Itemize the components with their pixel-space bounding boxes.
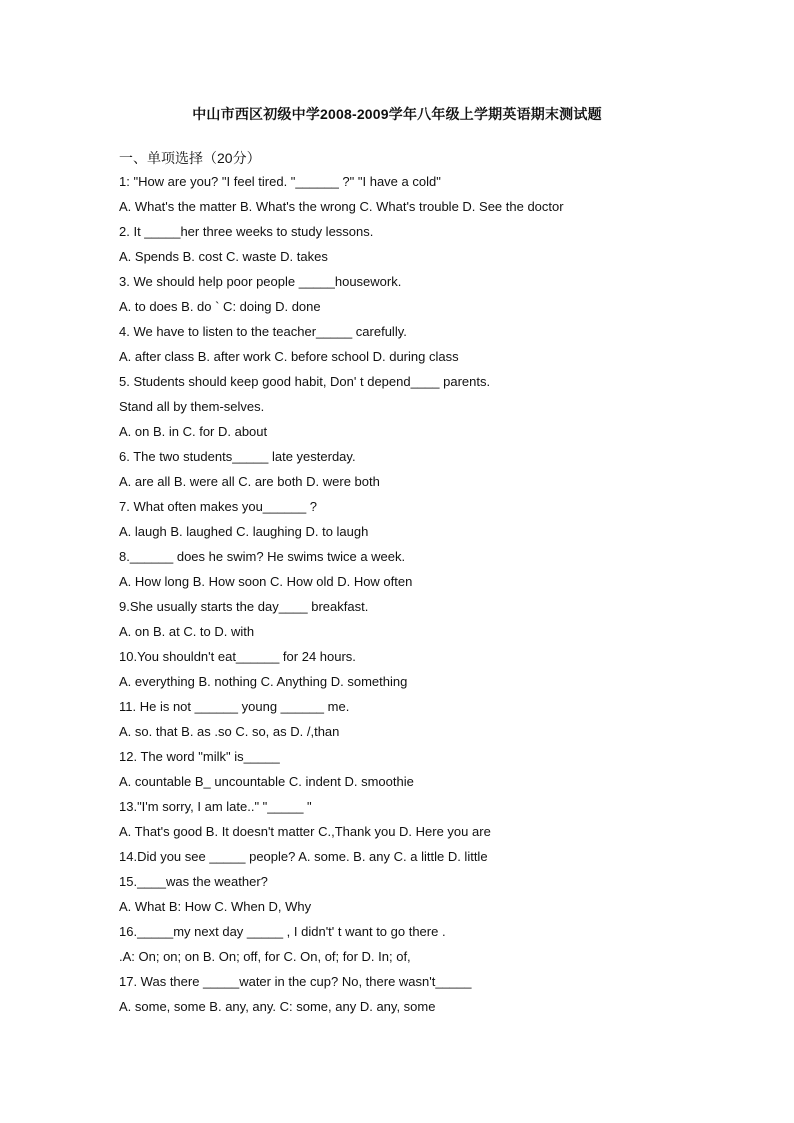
page-title: 中山市西区初级中学2008-2009学年八年级上学期英语期末测试题 xyxy=(192,106,602,122)
text-line: 16._____my next day _____ , I didn't' t want to go there . xyxy=(119,924,446,939)
text-line: .A: On; on; on B. On; off, for C. On, of; for D. In; of, xyxy=(119,949,411,964)
text-line: A. on B. in C. for D. about xyxy=(119,424,268,439)
text-line: 9.She usually starts the day____ breakfast. xyxy=(119,599,369,614)
text-line: A. after class B. after work C. before school D. during class xyxy=(119,349,459,364)
text-line: 17. Was there _____water in the cup? No, there wasn't_____ xyxy=(119,974,472,989)
text-line: 6. The two students_____ late yesterday. xyxy=(119,449,356,464)
text-line: A. Spends B. cost C. waste D. takes xyxy=(119,249,328,264)
text-line: A. are all B. were all C. are both D. were both xyxy=(119,474,380,489)
text-line: 11. He is not ______ young ______ me. xyxy=(119,699,350,714)
text-line: A. some, some B. any, any. C: some, any D. any, some xyxy=(119,999,436,1014)
text-line: 15.____was the weather? xyxy=(119,874,268,889)
text-line: 7. What often makes you______ ? xyxy=(119,499,318,514)
text-line: A. That's good B. It doesn't matter C.,Thank you D. Here you are xyxy=(119,824,491,839)
text-line: 4. We have to listen to the teacher_____ carefully. xyxy=(119,324,407,339)
question-list xyxy=(119,172,679,1022)
text-line: 8.______ does he swim? He swims twice a week. xyxy=(119,549,406,564)
text-line: A. What's the matter B. What's the wrong C. What's trouble D. See the doctor xyxy=(119,199,564,214)
text-line: 13."I'm sorry, I am late.." "_____ " xyxy=(119,799,312,814)
text-line: A. What B: How C. When D, Why xyxy=(119,899,312,914)
text-line: 1: "How are you? "I feel tired. "______ ?" "I have a cold" xyxy=(119,174,441,189)
text-line: 10.You shouldn't eat______ for 24 hours. xyxy=(119,649,356,664)
text-line: A. How long B. How soon C. How old D. How often xyxy=(119,574,413,589)
text-line: 2. It _____her three weeks to study lessons. xyxy=(119,224,374,239)
text-line: A. on B. at C. to D. with xyxy=(119,624,255,639)
text-line: A. countable B_ uncountable C. indent D. smoothie xyxy=(119,774,414,789)
text-line: Stand all by them-selves. xyxy=(119,399,265,414)
section-heading: 一、单项选择（20分） xyxy=(119,150,261,166)
text-line: 3. We should help poor people _____housework. xyxy=(119,274,402,289)
text-line: 5. Students should keep good habit, Don' t depend____ parents. xyxy=(119,374,491,389)
text-line: A. laugh B. laughed C. laughing D. to laugh xyxy=(119,524,369,539)
text-line: A. so. that B. as .so C. so, as D. /,than xyxy=(119,724,340,739)
text-line: 12. The word "milk" is_____ xyxy=(119,749,280,764)
text-line: A. everything B. nothing C. Anything D. something xyxy=(119,674,408,689)
text-line: 14.Did you see _____ people? A. some. B. any C. a little D. little xyxy=(119,849,488,864)
text-line: A. to does B. do ` C: doing D. done xyxy=(119,299,321,314)
